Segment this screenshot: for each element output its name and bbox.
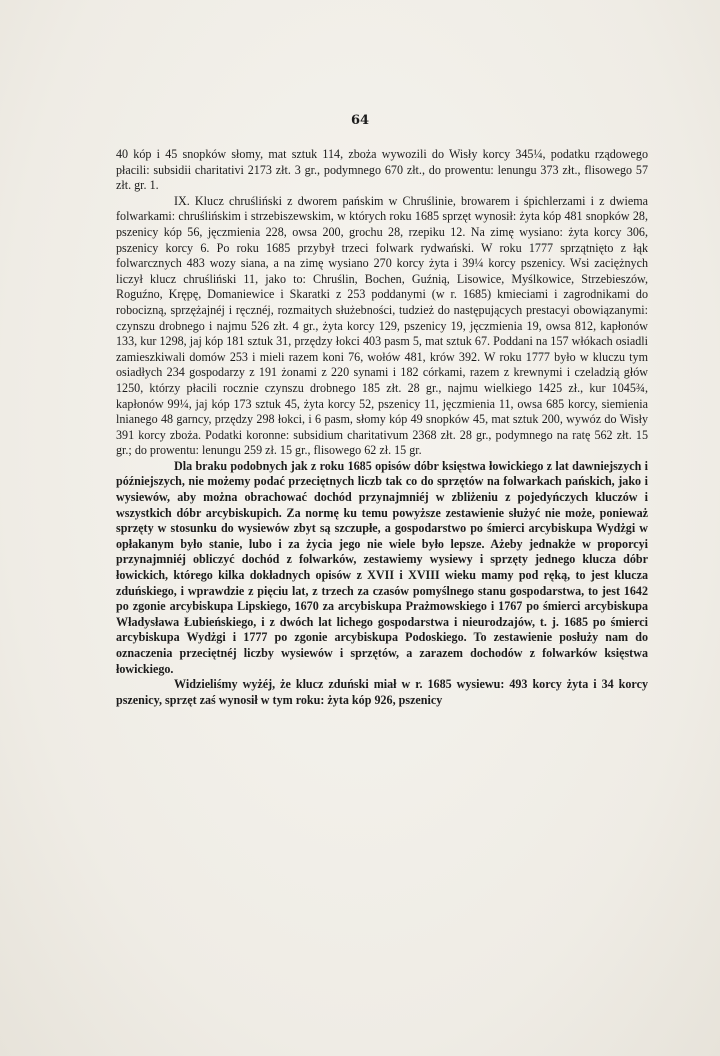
page-number: 64	[350, 113, 370, 128]
paragraph: Dla braku podobnych jak z roku 1685 opisów dóbr księstwa łowickiego z lat dawniejszych i późniejszych, nie możemy podać przeciętnych liczb tak co do sprzętów na folwarkach pańskich, jako i wysiewów, aby można obrachować dochód przynajmniéj w zbliżeniu z pojedyńczych kluczów i wszystkich dóbr arcybiskupich. Za normę ku temu powyższe zestawienie służyć nie może, ponieważ sprzęty w stosunku do wysiewów zbyt są szczupłe, a gospodarstwo po śmierci arcybiskupa Wydżgi w opłakanym było stanie, lubo i za życia jego nie wiele było lepsze. Ażeby jednakże w proporcyi przynajmniéj obliczyć dochód z folwarków, zestawiemy wysiewy i sprzęty jednego klucza dóbr łowickich, którego kilka dokładnych opisów z XVII i XVIII wieku mamy pod ręką, to jest klucza zduńskiego, i wprawdzie z pięciu lat, z trzech za czasów pomyślnego stanu gospodarstwa, to jest 1642 po zgonie arcybiskupa Lipskiego, 1670 za arcybiskupa Prażmowskiego i 1767 po śmierci arcybiskupa Władysława Łubieńskiego, i z dwóch lat lichego gospodarstwa i nieurodzajów, t. j. 1685 po śmierci arcybiskupa Wydżgi i 1777 po zgonie arcybiskupa Podoskiego. To zestawienie posłuży nam do oznaczenia przeciętnéj liczby wysiewów i sprzętów, a zarazem dochodów z folwarków księstwa łowickiego.	[116, 458, 648, 676]
paragraph: 40 kóp i 45 snopków słomy, mat sztuk 114, zboża wywozili do Wisły korcy 345¼, podatku rządowego płacili: subsidii charitativi 2173 złt. 3 gr., podymnego 670 złt., do prowentu: lenungu 373 złt., flisowego 57 złt. gr. 1.	[116, 147, 648, 193]
paragraph: IX. Klucz chruśliński z dworem pańskim w Chruślinie, browarem i śpichlerzami i z dwiema folwarkami: chruślińskim i strzebiszewskim, w których roku 1685 sprzęt wynosił: żyta kóp 481 snopków 28, pszenicy kóp 56, jęczmienia 228, owsa 200, grochu 28, rzepiku 12. Na zimę wysiano: żyta korcy 306, pszenicy korcy 6. Po roku 1685 przybył trzeci folwark rydwański. W roku 1777 sprzątnięto z łąk folwarcznych 483 wozy siana, a na zimę wysiano 270 korcy żyta i 39¼ korcy pszenicy. Wsi zaciężnych liczył klucz chruśliński 11, jako to: Chruślin, Bochen, Guźnią, Lisowice, Myślkowice, Strzebieszów, Roguźno, Krępę, Domaniewice i Skaratki z 253 poddanymi (w r. 1685) kmieciami i zagrodnikami do robocizną, sprzężajnéj i ręcznéj, rozmaitych służebności, tudzież do następujących prestacyi obowiązanymi: czynszu drobnego i najmu 526 złt. 4 gr., żyta korcy 129, pszenicy 19, jęczmienia 19, owsa 812, kapłonów 133, kur 1298, jaj kóp 181 sztuk 31, przędzy łokci 403 pasm 5, mat sztuk 67. Poddani na 157 włókach osiadli zamieszkiwali domów 253 i mieli razem koni 76, wołów 481, krów 392. W roku 1777 było w kluczu tym osiadłych 234 gospodarzy z 191 żonami z 220 synami i 182 córkami, razem z krewnymi i czeladzią głów 1250, którzy płacili rocznie czynszu drobnego 185 złt. 28 gr., najmu wielkiego 1425 zł., kur 1045¾, kapłonów 99¼, jaj kóp 173 sztuk 45, żyta korcy 52, pszenicy 11, jęczmienia 11, owsa 685 korcy, siemienia lnianego 48 garncy, przędzy 298 łokci, i 6 pasm, słomy kóp 49 snopków 45, mat sztuk 200, wywóz do Wisły 391 korcy zboża. Podatki koronne: subsidium charitativum 2368 złt. 28 gr., podymnego na ratę 562 złt. 15 gr.; do prowentu: lenungu 259 zł. 15 gr., flisowego 62 zł. 15 gr.	[116, 193, 648, 458]
paragraph: Widzieliśmy wyżéj, że klucz zduński miał w r. 1685 wysiewu: 493 korcy żyta i 34 korcy pszenicy, sprzęt zaś wynosił w tym roku: żyta kóp 926, pszenicy	[116, 677, 648, 707]
body-text	[116, 147, 648, 708]
